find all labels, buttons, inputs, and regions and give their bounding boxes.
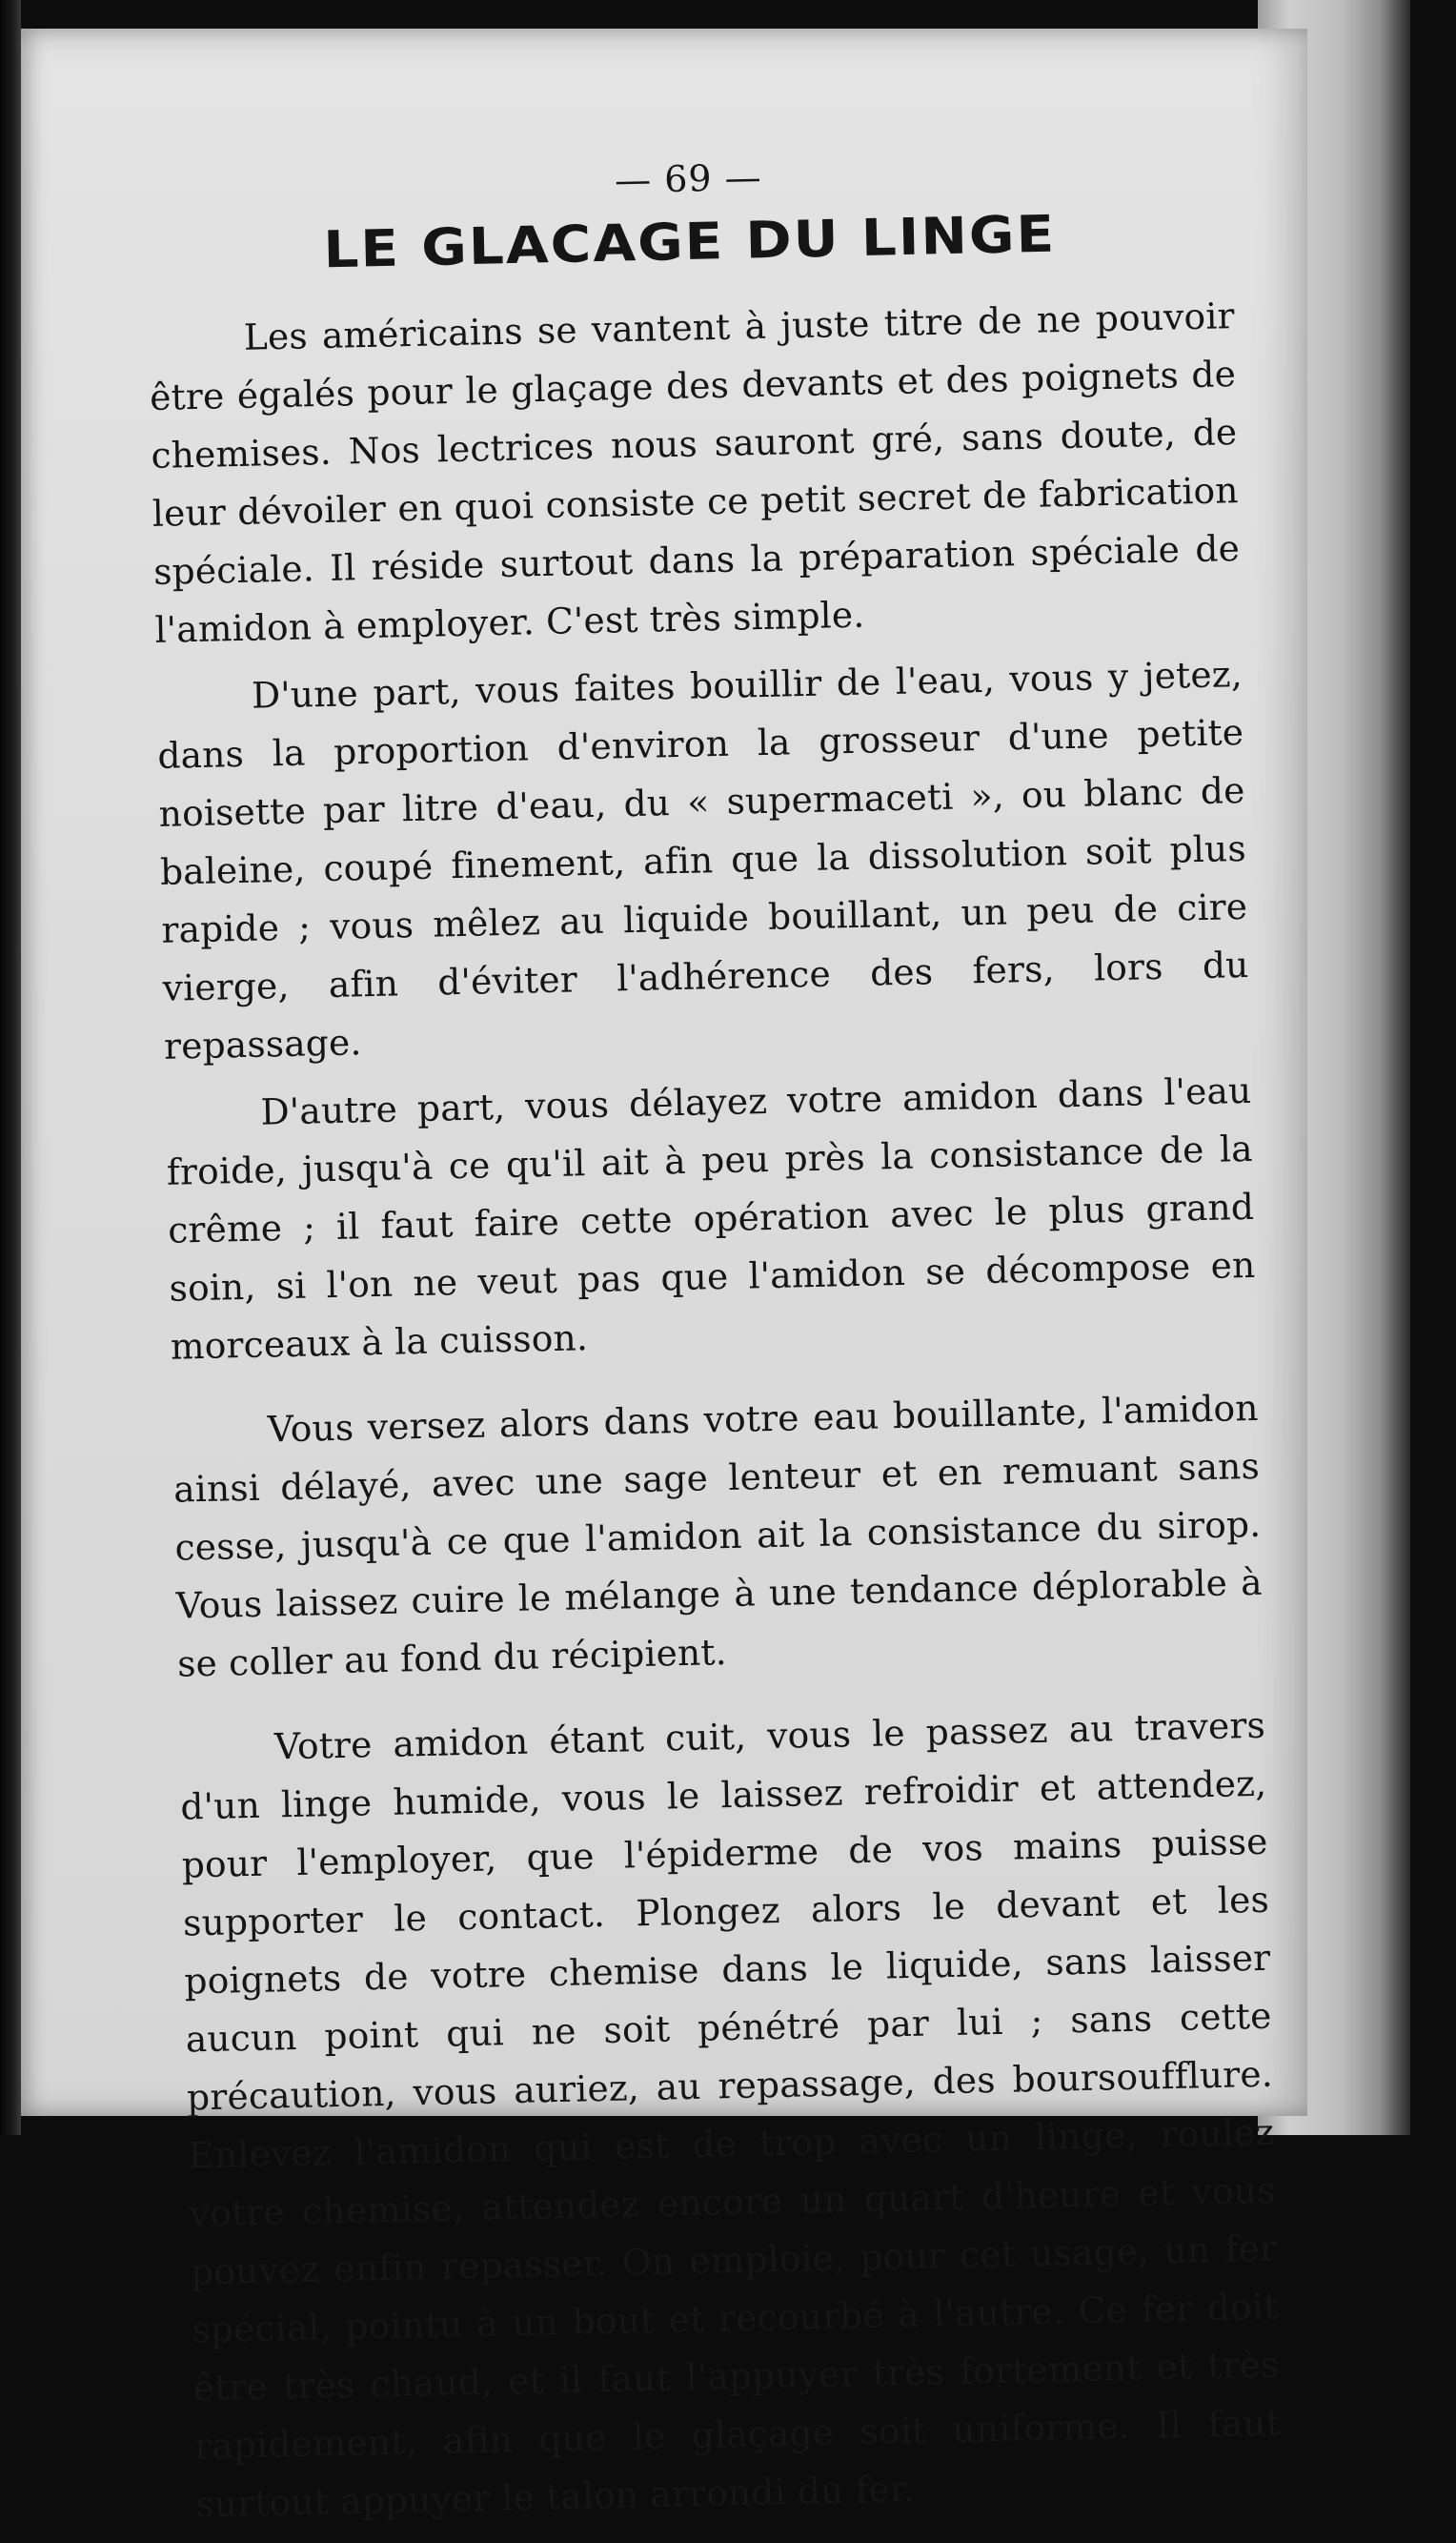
- book-page: [21, 29, 1307, 2526]
- paragraph: Vous versez alors dans votre eau bouillante, l'amidon ainsi délayé, avec une sage lenteur et en remuant sans cesse, jusqu'à ce que l'amidon ait la consistance du sirop. Vous laissez cuire le mélange à une tendance déplorable à se coller au fond du récipient.: [172, 1386, 1264, 1685]
- paragraph: D'une part, vous faites bouillir de l'eau, vous y jetez, dans la proportion d'environ la grosseur d'une petite noisette par litre d'eau, du « supermaceti », ou blanc de baleine, coupé finement, afin que la dissolution soit plus rapide ; vous mêlez au liquide bouillant, un peu de cire vierge, afin d'éviter l'adhérence des fers, lors du repassage.: [156, 653, 1249, 1068]
- page-number: — 69 —: [614, 155, 763, 202]
- paragraph: D'autre part, vous délayez votre amidon dans l'eau froide, jusqu'à ce qu'il ait à peu près la consistance de la crême ; il faut faire cette opération avec le plus grand soin, si l'on ne veut pas que l'amidon se décompose en morceaux à la cuisson.: [166, 1068, 1256, 1368]
- page-title: LE GLACAGE DU LINGE: [322, 203, 1057, 280]
- page-text-block: [145, 146, 1283, 2543]
- paragraph: Les américains se vantent à juste titre de ne pouvoir être égalés pour le glaçage des devants et des poignets de chemises. Nos lectrices nous sauront gré, sans doute, de leur dévoiler en quoi consiste ce petit secret de fabrication spéciale. Il réside surtout dans la préparation spéciale de l'amidon à employer. C'est très simple.: [149, 295, 1241, 651]
- book-spine: [0, 0, 21, 2135]
- paragraph: Votre amidon étant cuit, vous le passez au travers d'un linge humide, vous le laissez refroidir et attendez, pour l'employer, que l'épiderme de vos mains puisse supporter le contact. Plongez alors le devant et les poignets de votre chemise dans le liquide, sans laisser aucun point qui ne soit pénétré par lui ; sans cette précaution, vous auriez, au repassage, des boursoufflure. Enlevez l'amidon qui est de trop avec un linge, roulez votre chemise, attendez encore un quart d'heure et vous pouvez enfin repasser. On emploie, pour cet usage, un fer spécial, pointu à un bout et recourbé à l'autre. Ce fer doit être très chaud, et il faut l'appuyer très fortement et très rapidement, afin que le glaçage soit uniforme. Il faut surtout appuyer le talon arrondi du fer.: [179, 1703, 1282, 2526]
